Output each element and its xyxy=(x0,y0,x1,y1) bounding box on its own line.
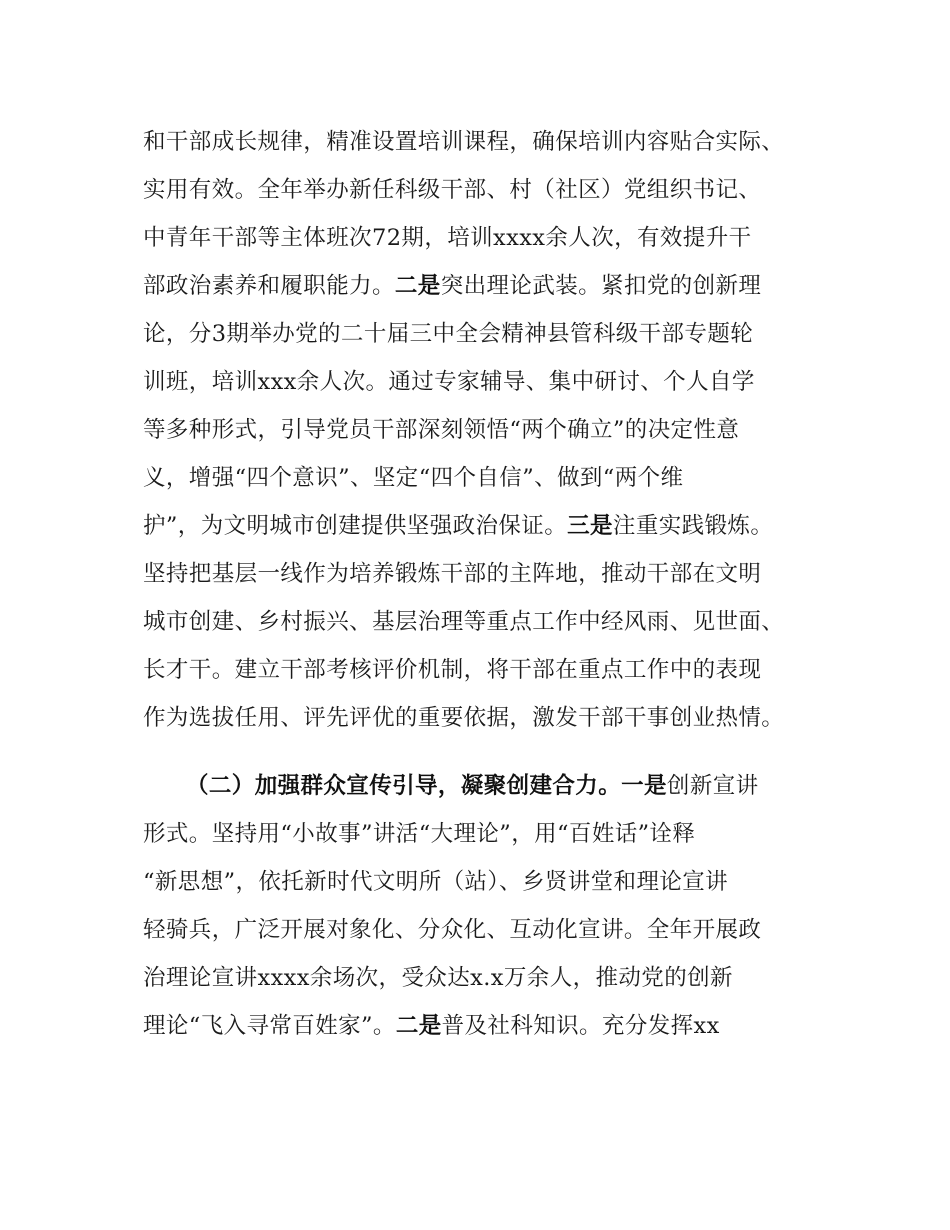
section-heading-line: （二）加强群众宣传引导，凝聚创建合力。一是创新宣讲 xyxy=(186,773,759,799)
text-line: 论，分3期举办党的二十届三中全会精神县管科级干部专题轮 xyxy=(143,321,754,347)
text-line: “新思想”，依托新时代文明所（站）、乡贤讲堂和理论宣讲 xyxy=(143,869,729,895)
bold-marker: 二是 xyxy=(395,1013,442,1039)
bold-marker: 一是 xyxy=(621,773,667,799)
text-line: 长才干。建立干部考核评价机制，将干部在重点工作中的表现 xyxy=(143,657,762,683)
text-line: 等多种形式，引导党员干部深刻领悟“两个确立”的决定性意 xyxy=(143,417,740,443)
text-line: 理论“飞入寻常百姓家”。二是普及社科知识。充分发挥xx xyxy=(143,1013,720,1039)
bold-marker: 三是 xyxy=(567,513,613,539)
text-line: 作为选拔任用、评先评优的重要依据，激发干部干事创业热情。 xyxy=(143,705,785,731)
text-line: 护”，为文明城市创建提供坚强政治保证。三是注重实践锻炼。 xyxy=(143,513,774,539)
text-line: 城市创建、乡村振兴、基层治理等重点工作中经风雨、见世面、 xyxy=(143,609,785,635)
text-line: 部政治素养和履职能力。二是突出理论武装。紧扣党的创新理 xyxy=(143,273,762,299)
text-line: 中青年干部等主体班次72期，培训xxxx余人次，有效提升干 xyxy=(143,225,752,251)
text-line: 和干部成长规律，精准设置培训课程，确保培训内容贴合实际、 xyxy=(143,129,785,155)
text-line: 训班，培训xxx余人次。通过专家辅导、集中研讨、个人自学 xyxy=(143,369,755,395)
text-line: 轻骑兵，广泛开展对象化、分众化、互动化宣讲。全年开展政 xyxy=(143,917,762,943)
bold-marker: 二是 xyxy=(394,273,441,299)
text-line: 实用有效。全年举办新任科级干部、村（社区）党组织书记、 xyxy=(143,177,762,203)
section-heading: （二）加强群众宣传引导，凝聚创建合力。 xyxy=(186,773,622,799)
text-line: 坚持把基层一线作为培养锻炼干部的主阵地，推动干部在文明 xyxy=(143,561,762,587)
text-line: 治理论宣讲xxxx余场次，受众达x.x万余人，推动党的创新 xyxy=(143,965,733,991)
text-line: 义，增强“四个意识”、坚定“四个自信”、做到“两个维 xyxy=(143,465,684,491)
text-line: 形式。坚持用“小故事”讲活“大理论”，用“百姓话”诠释 xyxy=(143,821,696,847)
